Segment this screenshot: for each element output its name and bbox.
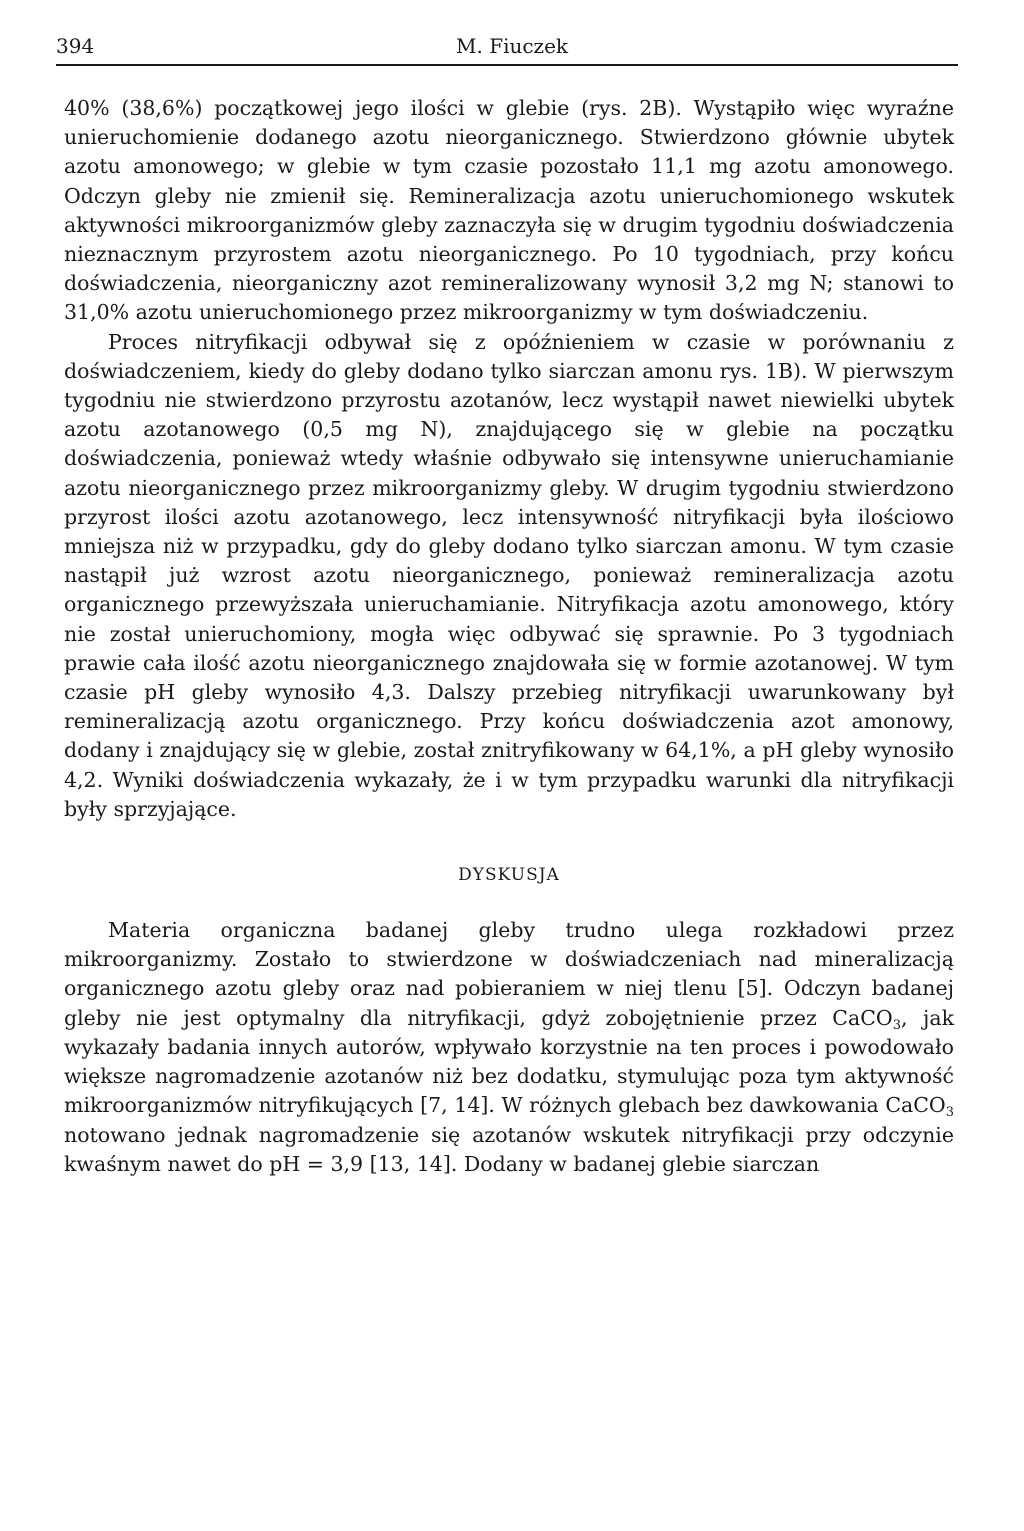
paragraph-3-part-b: , jak wykazały badania innych autorów, wpływało korzystnie na ten proces i powodowało większe nagromadzenie azotanów niż bez dodatku, stymulując poza tym aktywność mikroorganizmów nitryfikujących [7, 14]. W różnych glebach bez dawkowania CaCO [64, 1005, 954, 1118]
subscript-3b: 3 [945, 1105, 954, 1121]
paragraph-3-part-c: notowano jednak nagromadzenie się azotanów wskutek nitryfikacji przy odczynie kwaśnym nawet do pH = 3,9 [13, 14]. Dodany w badanej glebie siarczan [64, 1122, 954, 1176]
header-rule [56, 64, 958, 66]
article-body [64, 94, 954, 1179]
page-header [56, 34, 958, 64]
subscript-3: 3 [892, 1017, 901, 1033]
paragraph-3 [64, 916, 954, 1179]
running-head: M. Fiuczek [456, 34, 569, 58]
section-heading: DYSKUSJA [458, 865, 560, 886]
paragraph-2: Proces nitryfikacji odbywał się z opóźnieniem w czasie w porównaniu z doświadczeniem, kiedy do gleby dodano tylko siarczan amonu rys. 1B). W pierwszym tygodniu nie stwierdzono przyrostu azotanów, lecz wystąpił nawet niewielki ubytek azotu azotanowego (0,5 mg N), znajdującego się w glebie na początku doświadczenia, ponieważ wtedy właśnie odbywało się intensywne unieruchamianie azotu nieorganicznego przez mikroorganizmy gleby. W drugim tygodniu stwierdzono przyrost ilości azotu azotanowego, lecz intensywność nitryfikacji była ilościowo mniejsza niż w przypadku, gdy do gleby dodano tylko siarczan amonu. W tym czasie nastąpił już wzrost azotu nieorganicznego, ponieważ remineralizacja azotu organicznego przewyższała unieruchamianie. Nitryfikacja azotu amonowego, który nie został unieruchomiony, mogła więc odbywać się sprawnie. Po 3 tygodniach prawie cała ilość azotu nieorganicznego znajdowała się w formie azotanowej. W tym czasie pH gleby wynosiło 4,3. Dalszy przebieg nitryfikacji uwarunkowany był remineralizacją azotu organicznego. Przy końcu doświadczenia azot amonowy, dodany i znajdujący się w glebie, został znitryfikowany w 64,1%, a pH gleby wynosiło 4,2. Wyniki doświadczenia wykazały, że i w tym przypadku warunki dla nitryfikacji były sprzyjające. [64, 329, 954, 821]
page-number: 394 [56, 34, 95, 58]
paragraph-3-part-a: Materia organiczna badanej gleby trudno ulega rozkładowi przez mikroorganizmy. Zostało to stwierdzone w doświadczeniach nad mineralizacją organicznego azotu gleby oraz nad pobieraniem w niej tlenu [5]. Odczyn badanej gleby nie jest optymalny dla nitryfikacji, gdyż zobojętnienie przez CaCO [64, 918, 954, 1030]
paragraph-1: 40% (38,6%) początkowej jego ilości w glebie (rys. 2B). Wystąpiło więc wyraźne unieruchomienie dodanego azotu nieorganicznego. Stwierdzono głównie ubytek azotu amonowego; w glebie w tym czasie pozostało 11,1 mg azotu amonowego. Odczyn gleby nie zmienił się. Remineralizacja azotu unieruchomionego wskutek aktywności mikroorganizmów gleby zaznaczyła się w drugim tygodniu doświadczenia nieznacznym przyrostem azotu nieorganicznego. Po 10 tygodniach, przy końcu doświadczenia, nieorganiczny azot remineralizowany wynosił 3,2 mg N; stanowi to 31,0% azotu unieruchomionego przez mikroorganizmy w tym doświadczeniu. [64, 96, 954, 325]
